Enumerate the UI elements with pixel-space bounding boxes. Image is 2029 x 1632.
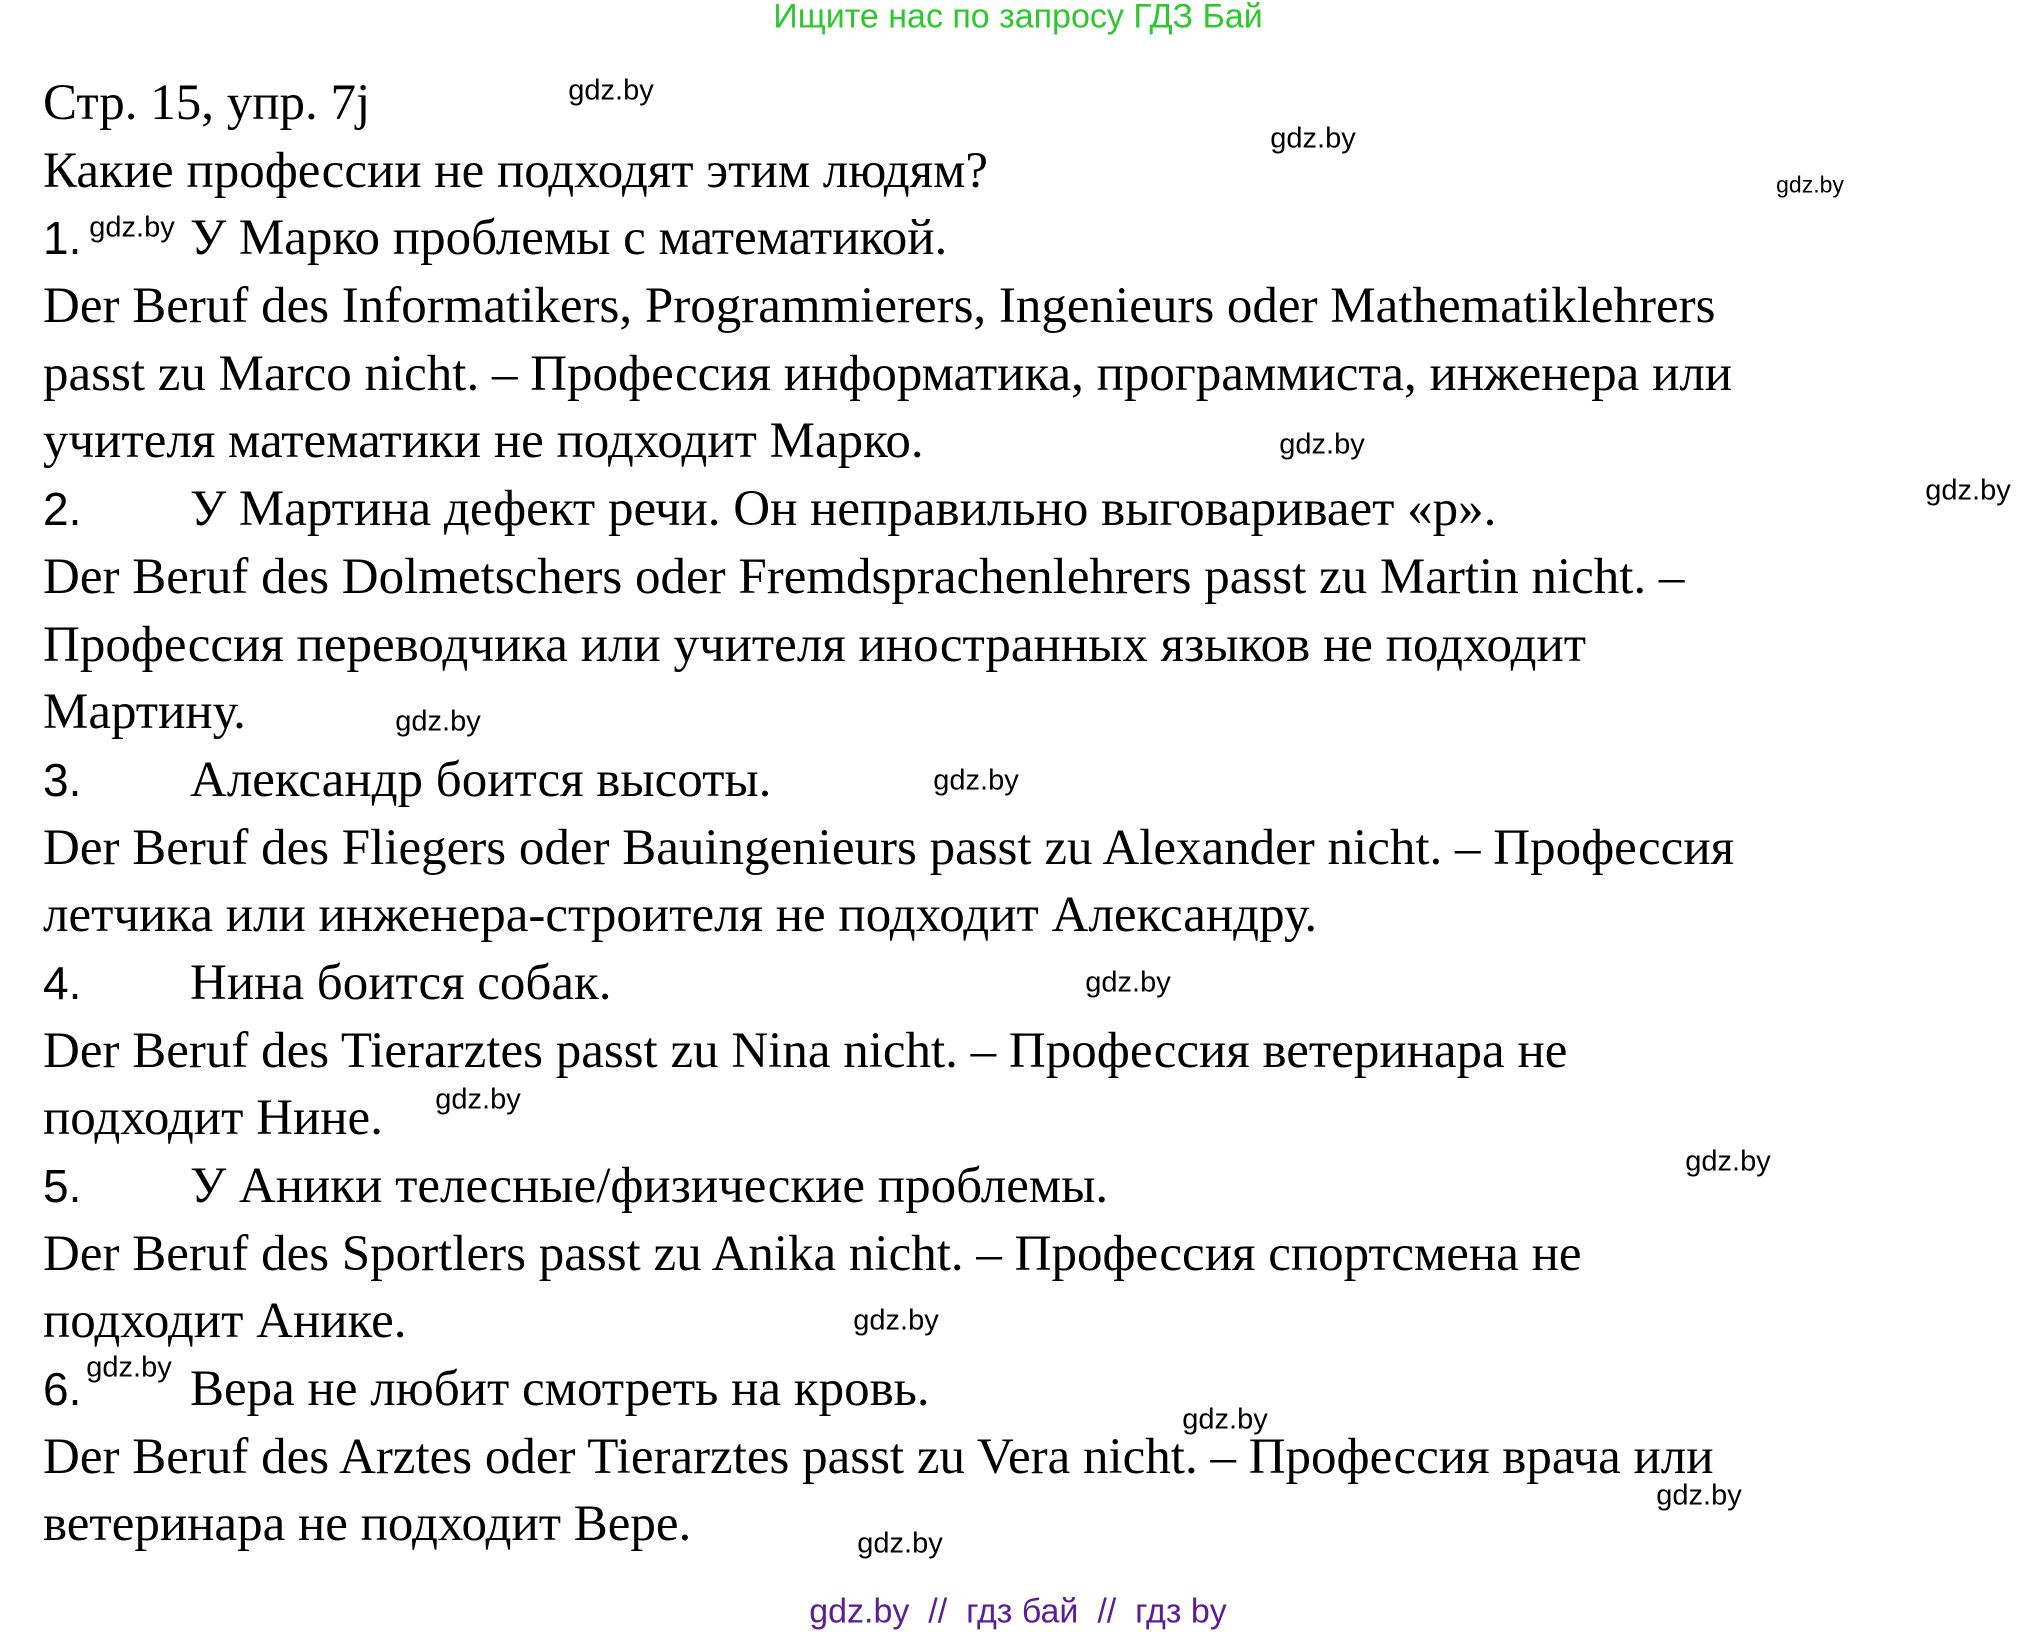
watermark: gdz.by [435,1083,521,1116]
item-number: 4. [43,956,82,1009]
item-number: 1. [43,212,82,265]
answer-line: подходит Анике. [43,1293,407,1350]
watermark: gdz.by [1685,1145,1771,1178]
watermark: gdz.by [933,764,1019,797]
watermark: gdz.by [1270,122,1356,155]
answer-line: летчика или инженера-строителя не подходит Александру. [43,887,1318,944]
answer-line: учителя математики не подходит Марко. [43,413,924,470]
item-prompt [43,747,1734,815]
item-prompt [43,1356,1734,1424]
watermark: gdz.by [1776,171,1844,198]
answer-line: Der Beruf des Dolmetschers oder Fremdsprachenlehrers passt zu Martin nicht. – [43,548,1685,605]
item-number: 2. [43,483,82,536]
watermark: gdz.by [1182,1403,1268,1436]
item-prompt [43,205,1734,273]
watermark: gdz.by [1279,428,1365,461]
prompt-text: Александр боится высоты. [190,751,772,808]
answer-line: Der Beruf des Arztes oder Tierarztes passt zu Vera nicht. – Профессия врача или [43,1428,1714,1485]
item-prompt [43,950,1734,1018]
header-banner: Ищите нас по запросу ГДЗ Бай [773,0,1263,36]
prompt-text: У Мартина дефект речи. Он неправильно выговаривает «р». [190,481,1497,538]
watermark: gdz.by [1656,1479,1742,1512]
answer-line: Der Beruf des Tierarztes passt zu Nina nicht. – Профессия ветеринара не [43,1022,1568,1079]
item-number: 3. [43,753,82,806]
prompt-text: У Аники телесные/физические проблемы. [190,1158,1109,1214]
answer-line: Der Beruf des Fliegers oder Bauingenieurs passt zu Alexander nicht. – Профессия [43,819,1735,876]
answer-line: passt zu Marco nicht. – Профессия информатика, программиста, инженера или [43,345,1733,402]
answer-line: Мартину. [43,684,246,741]
item-prompt [43,1153,1734,1221]
prompt-text: Нина боится собак. [190,954,612,1011]
answer-line: Der Beruf des Informatikers, Programmierers, Ingenieurs oder Mathematiklehrers [43,278,1716,335]
watermark: gdz.by [395,705,481,738]
watermark: gdz.by [89,211,175,244]
item-number: 6. [43,1363,82,1416]
prompt-text: Вера не любит смотреть на кровь. [190,1361,930,1418]
prompt-text: У Марко проблемы с математикой. [190,210,948,267]
watermark: gdz.by [1085,966,1171,999]
watermark: gdz.by [568,74,654,107]
answer-line: подходит Нине. [43,1090,383,1147]
watermark: gdz.by [86,1351,172,1384]
question: Какие профессии не подходят этим людям? [43,142,989,199]
watermark: gdz.by [853,1304,939,1337]
footer-banner: gdz.by // гдз бай // гдз by [809,1592,1227,1631]
exercise-title: Стр. 15, упр. 7j [43,75,371,131]
item-prompt [43,476,1734,544]
watermark: gdz.by [857,1527,943,1560]
item-number: 5. [43,1160,82,1212]
watermark: gdz.by [1925,474,2011,507]
answer-line: ветеринара не подходит Вере. [43,1496,692,1553]
answer-line: Профессия переводчика или учителя иностранных языков не подходит [43,616,1587,673]
answer-line: Der Beruf des Sportlers passt zu Anika nicht. – Профессия спортсмена не [43,1225,1582,1282]
